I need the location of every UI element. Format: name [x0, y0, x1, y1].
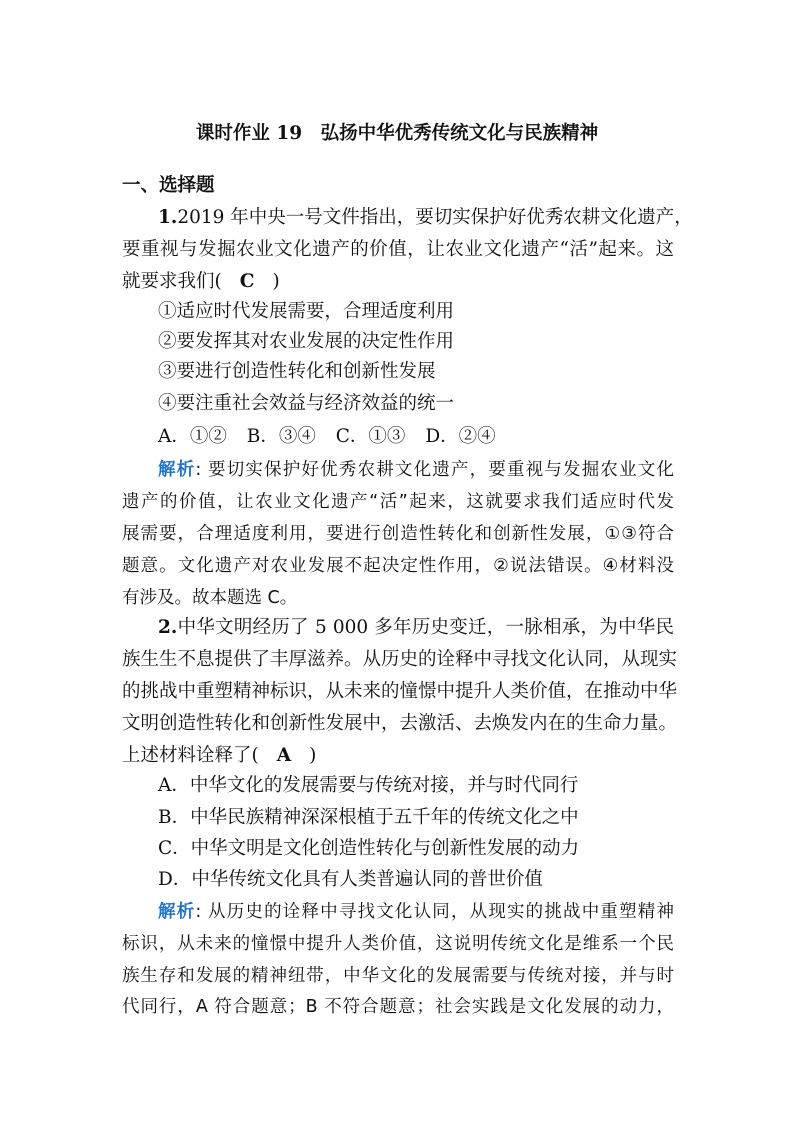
question-1-option-c: C．①③ [335, 426, 406, 447]
question-1-item-1: ①适应时代发展需要，合理适度利用 [158, 301, 455, 322]
question-2-line-3: 的挑战中重塑精神标识，从未来的憧憬中提升人类价值，在推动中华 [122, 681, 678, 702]
page-title: 课时作业 19 弘扬中华优秀传统文化与民族精神 [195, 123, 599, 144]
question-2-line-4: 文明创造性转化和创新性发展中，去激活、去焕发内在的生命力量。 [122, 713, 678, 734]
question-1-explanation-line-1: 解析: 要切实保护好优秀农耕文化遗产，要重视与发掘农业文化 [158, 460, 674, 480]
question-1-explanation-line-4: 题意。文化遗产对农业发展不起决定性作用，②说法错误。④材料没 [122, 556, 674, 576]
question-1-options [158, 421, 674, 453]
question-1-option-b: B．③④ [246, 426, 316, 447]
question-1-item-3: ③要进行创造性转化和创新性发展 [158, 361, 436, 382]
section-heading: 一、选择题 [122, 175, 215, 196]
question-1-explanation-label: 解析 [158, 460, 196, 480]
question-1-explanation-line-3: 展需要，合理适度利用，要进行创造性转化和创新性发展，①③符合 [122, 524, 674, 544]
question-2-option-c: C．中华文明是文化创造性转化与创新性发展的动力 [158, 838, 580, 859]
question-2-option-b: B．中华民族精神深深根植于五千年的传统文化之中 [158, 807, 579, 828]
question-1-line-1: 1.2019 年中央一号文件指出，要切实保护好优秀农耕文化遗产， [158, 207, 693, 228]
question-2-explanation-line-3: 族生存和发展的精神纽带，中华文化的发展需要与传统对接，并与时 [122, 966, 674, 986]
question-1-explanation-line-5: 有涉及。故本题选 C。 [122, 588, 298, 608]
question-2-answer: A [276, 745, 292, 766]
question-1-item-4: ④要注重社会效益与经济效益的统一 [158, 393, 455, 414]
question-2-explanation-line-4: 代同行，A 符合题意；B 不符合题意；社会实践是文化发展的动力， [122, 997, 674, 1017]
question-2-line-5: 上述材料诠释了( A ) [122, 745, 317, 766]
question-2-option-d: D．中华传统文化具有人类普遍认同的普世价值 [158, 869, 543, 890]
question-2-explanation-line-1: 解析: 从历史的诠释中寻找文化认同，从现实的挑战中重塑精神 [158, 902, 674, 922]
question-1-option-a: A．①② [158, 426, 227, 447]
question-1-option-d: D．②④ [425, 426, 496, 447]
question-2-option-a: A．中华文化的发展需要与传统对接，并与时代同行 [158, 775, 579, 796]
question-1-item-2: ②要发挥其对农业发展的决定性作用 [158, 331, 455, 352]
question-1-line-3: 就要求我们( C ) [122, 271, 280, 292]
question-1-line-2: 要重视与发掘农业文化遗产的价值，让农业文化遗产“活”起来。这 [122, 239, 674, 260]
question-1-answer: C [239, 271, 255, 292]
question-2-line-1: 2.中华文明经历了 5 000 多年历史变迁，一脉相承，为中华民 [158, 617, 674, 638]
question-2-explanation-line-2: 标识，从未来的憧憬中提升人类价值，这说明传统文化是维系一个民 [122, 934, 674, 954]
question-1-number: 1. [158, 207, 178, 228]
question-1-explanation-line-2: 遗产的价值，让农业文化遗产“活”起来，这就要求我们适应时代发 [122, 492, 674, 512]
question-2-explanation-label: 解析 [158, 902, 196, 922]
question-2-number: 2. [158, 617, 178, 638]
question-2-line-2: 族生生不息提供了丰厚滋养。从历史的诠释中寻找文化认同，从现实 [122, 649, 678, 670]
